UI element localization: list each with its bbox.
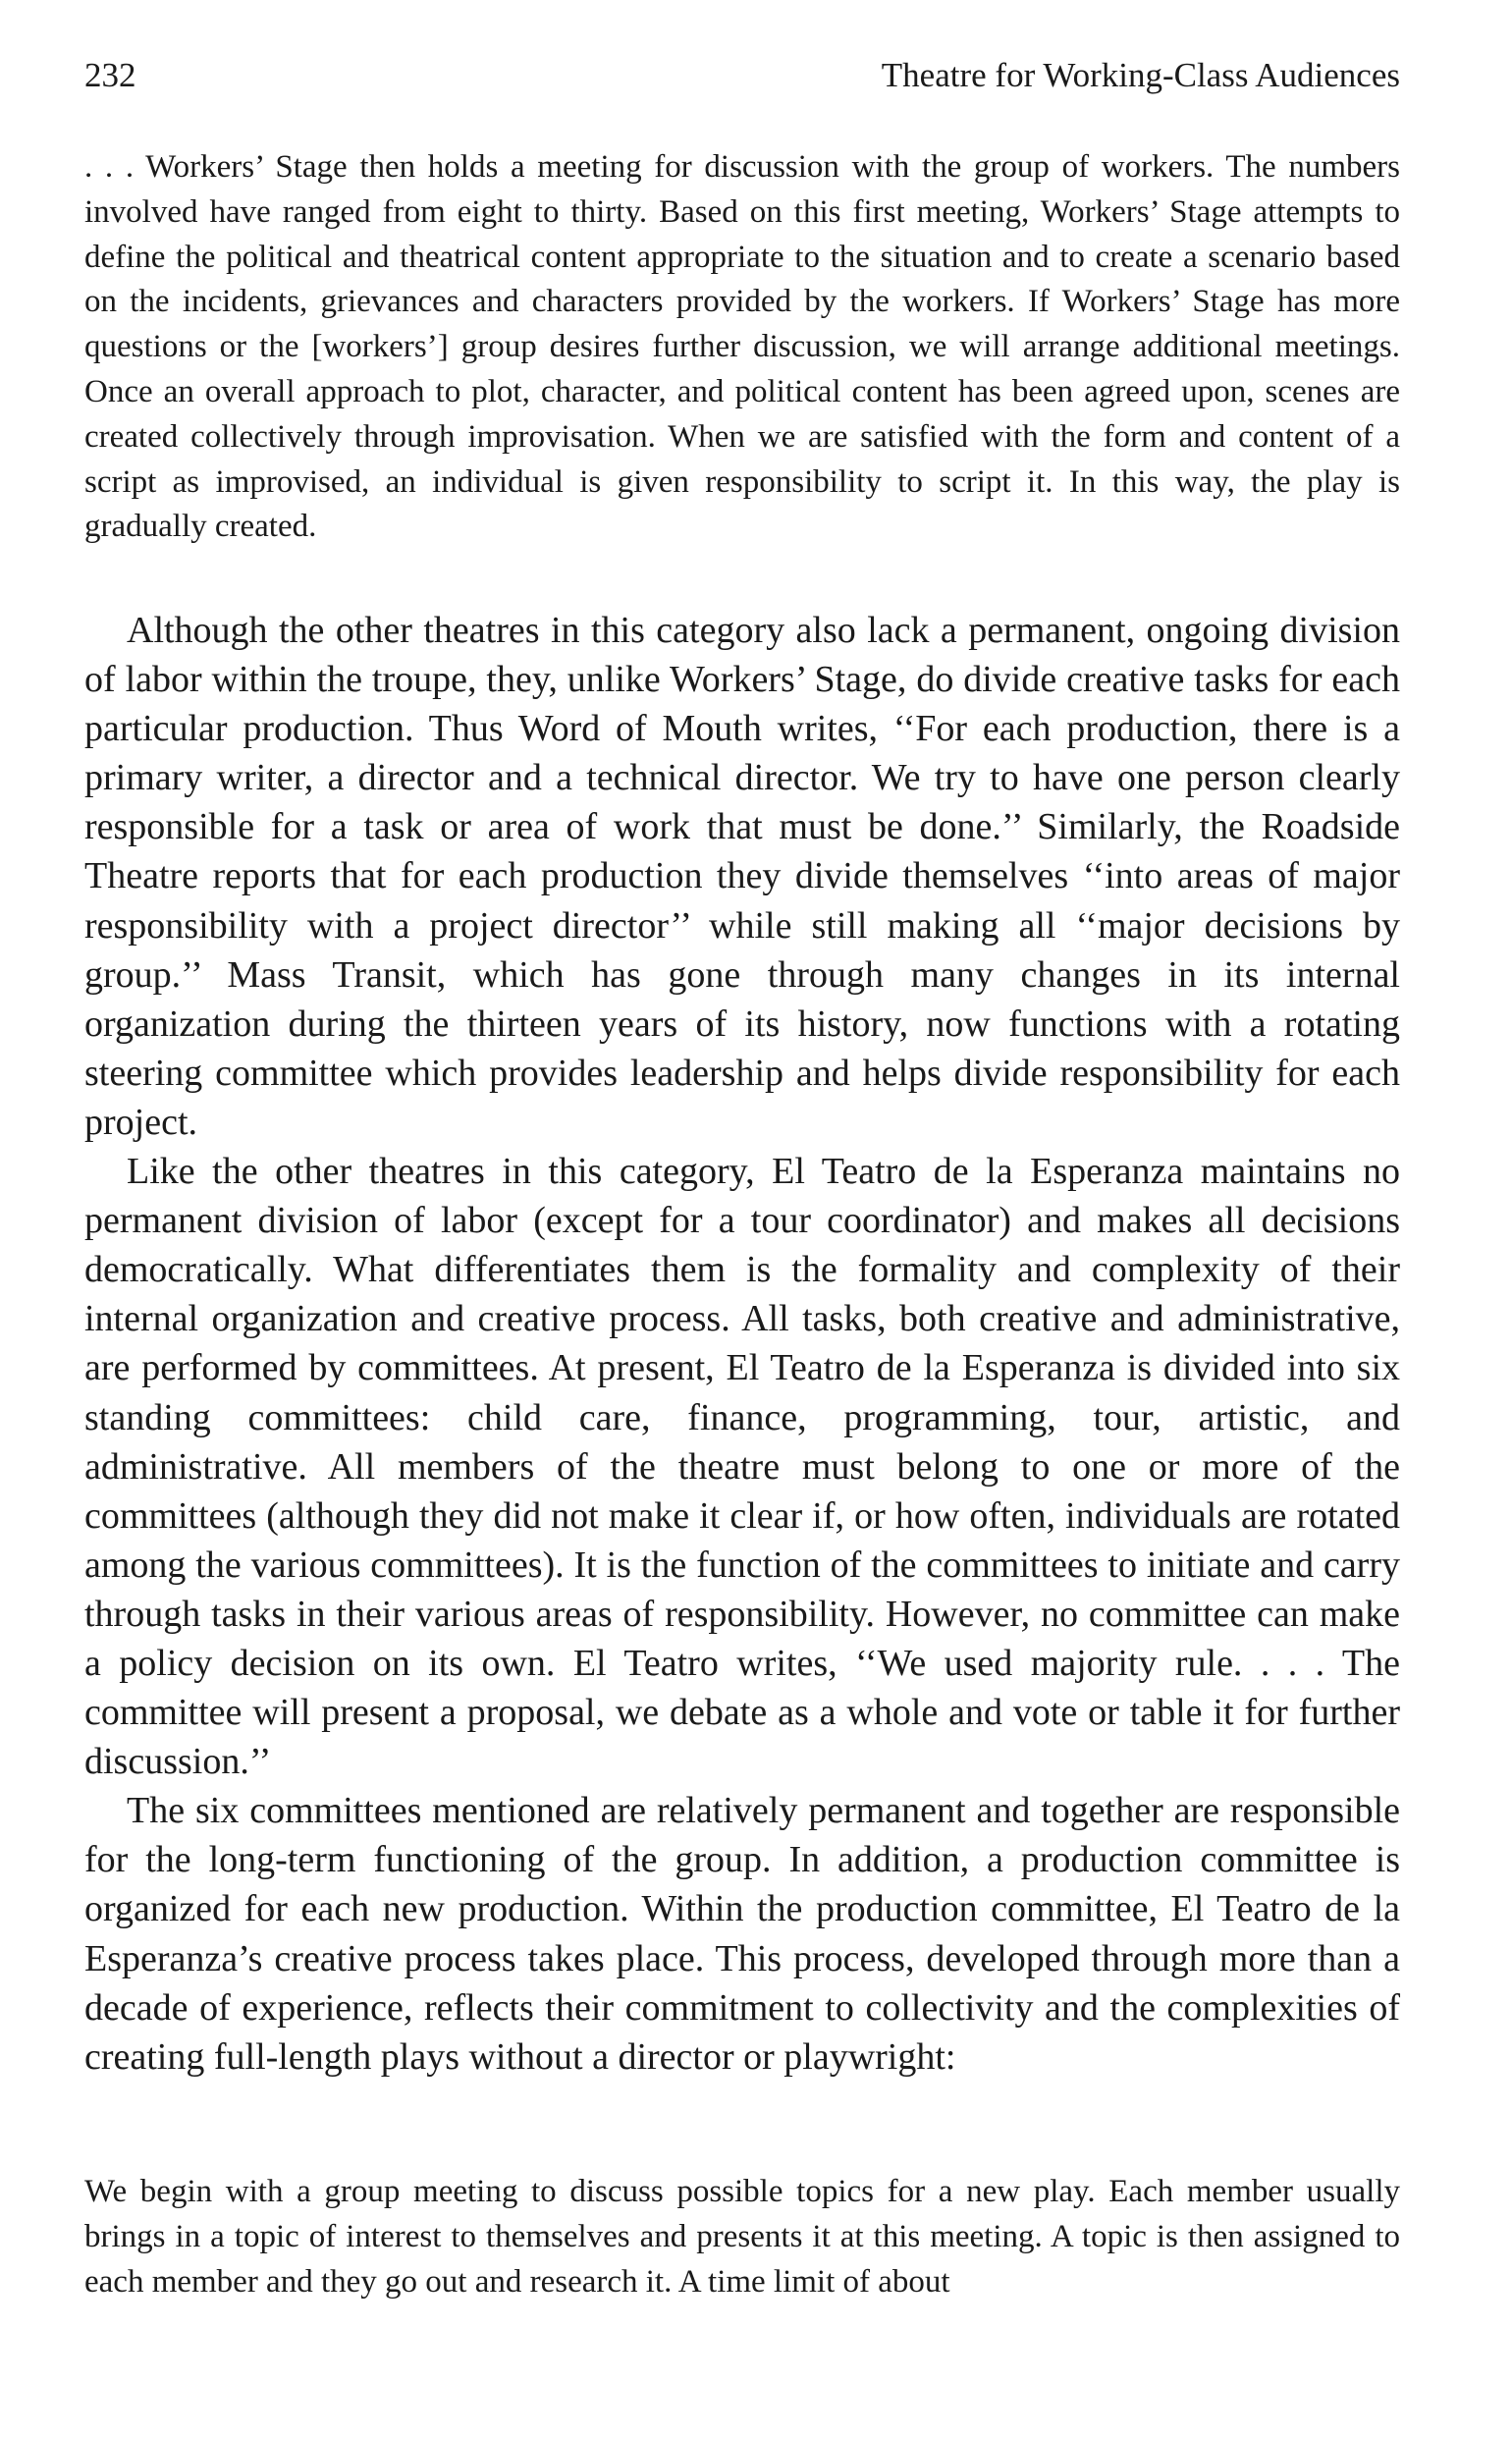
paragraph: Like the other theatres in this category, El Teatro de la Esperanza maintains no permanent division of labor (except for a tour coordinator) and makes all decisions democratically. What differentiates them is the formality and complexity of their internal organization and creative process. All tasks, both creative and administrative, are performed by committees. At present, El Teatro de la Esperanza is divided into six standing committees: child care, finance, programming, tour, artistic, and administrative. All members of the theatre must belong to one or more of the committees (although they did not make it clear if, or how often, individuals are rotated among the various committees). It is the function of the committees to initiate and carry through tasks in their various areas of responsibility. However, no committee can make a policy decision on its own. El Teatro writes, ‘‘We used majority rule. . . . The committee will present a proposal, we debate as a whole and vote or table it for further discussion.’’	[84, 1151, 1400, 1783]
quote-text: . . . Workers’ Stage then holds a meeting for discussion with the group of workers. The numbers involved have ranged from eight to thirty. Based on this first meeting, Workers’ Stage attempts to define the political and theatrical content appropriate to the situation and to create a scenario based on the incidents, grievances and characters provided by the workers. If Workers’ Stage has more questions or the [workers’] group desires further discussion, we will arrange additional meetings. Once an overall approach to plot, character, and political content has been agreed upon, scenes are created collectively through improvisation. When we are satisfied with the form and content of a script as improvised, an individual is given responsibility to script it. In this way, the play is gradually created.	[84, 149, 1400, 545]
page-header	[84, 51, 1400, 100]
body-text	[84, 606, 1400, 2082]
block-quote-workers-stage	[84, 145, 1400, 550]
page-number: 232	[84, 56, 136, 94]
block-quote-esperanza	[84, 2170, 1400, 2304]
paragraph: The six committees mentioned are relatively permanent and together are responsible for the long-term functioning of the group. In addition, a production committee is organized for each new production. Within the production committee, El Teatro de la Esperanza’s creative process takes place. This process, developed through more than a decade of experience, reflects their commitment to collectivity and the complexities of creating full-length plays without a director or playwright:	[84, 1790, 1400, 2078]
running-title: Theatre for Working-Class Audiences	[881, 56, 1400, 94]
quote-text: We begin with a group meeting to discuss possible topics for a new play. Each member usually brings in a topic of interest to themselves and presents it at this meeting. A topic is then assigned to each member and they go out and research it. A time limit of about	[84, 2174, 1400, 2300]
paragraph: Although the other theatres in this category also lack a permanent, ongoing division of labor within the troupe, they, unlike Workers’ Stage, do divide creative tasks for each particular production. Thus Word of Mouth writes, ‘‘For each production, there is a primary writer, a director and a technical director. We try to have one person clearly responsible for a task or area of work that must be done.’’ Similarly, the Roadside Theatre reports that for each production they divide themselves ‘‘into areas of major responsibility with a project director’’ while still making all ‘‘major decisions by group.’’ Mass Transit, which has gone through many changes in its internal organization during the thirteen years of its history, now functions with a rotating steering committee which provides leadership and helps divide responsibility for each project.	[84, 610, 1400, 1143]
